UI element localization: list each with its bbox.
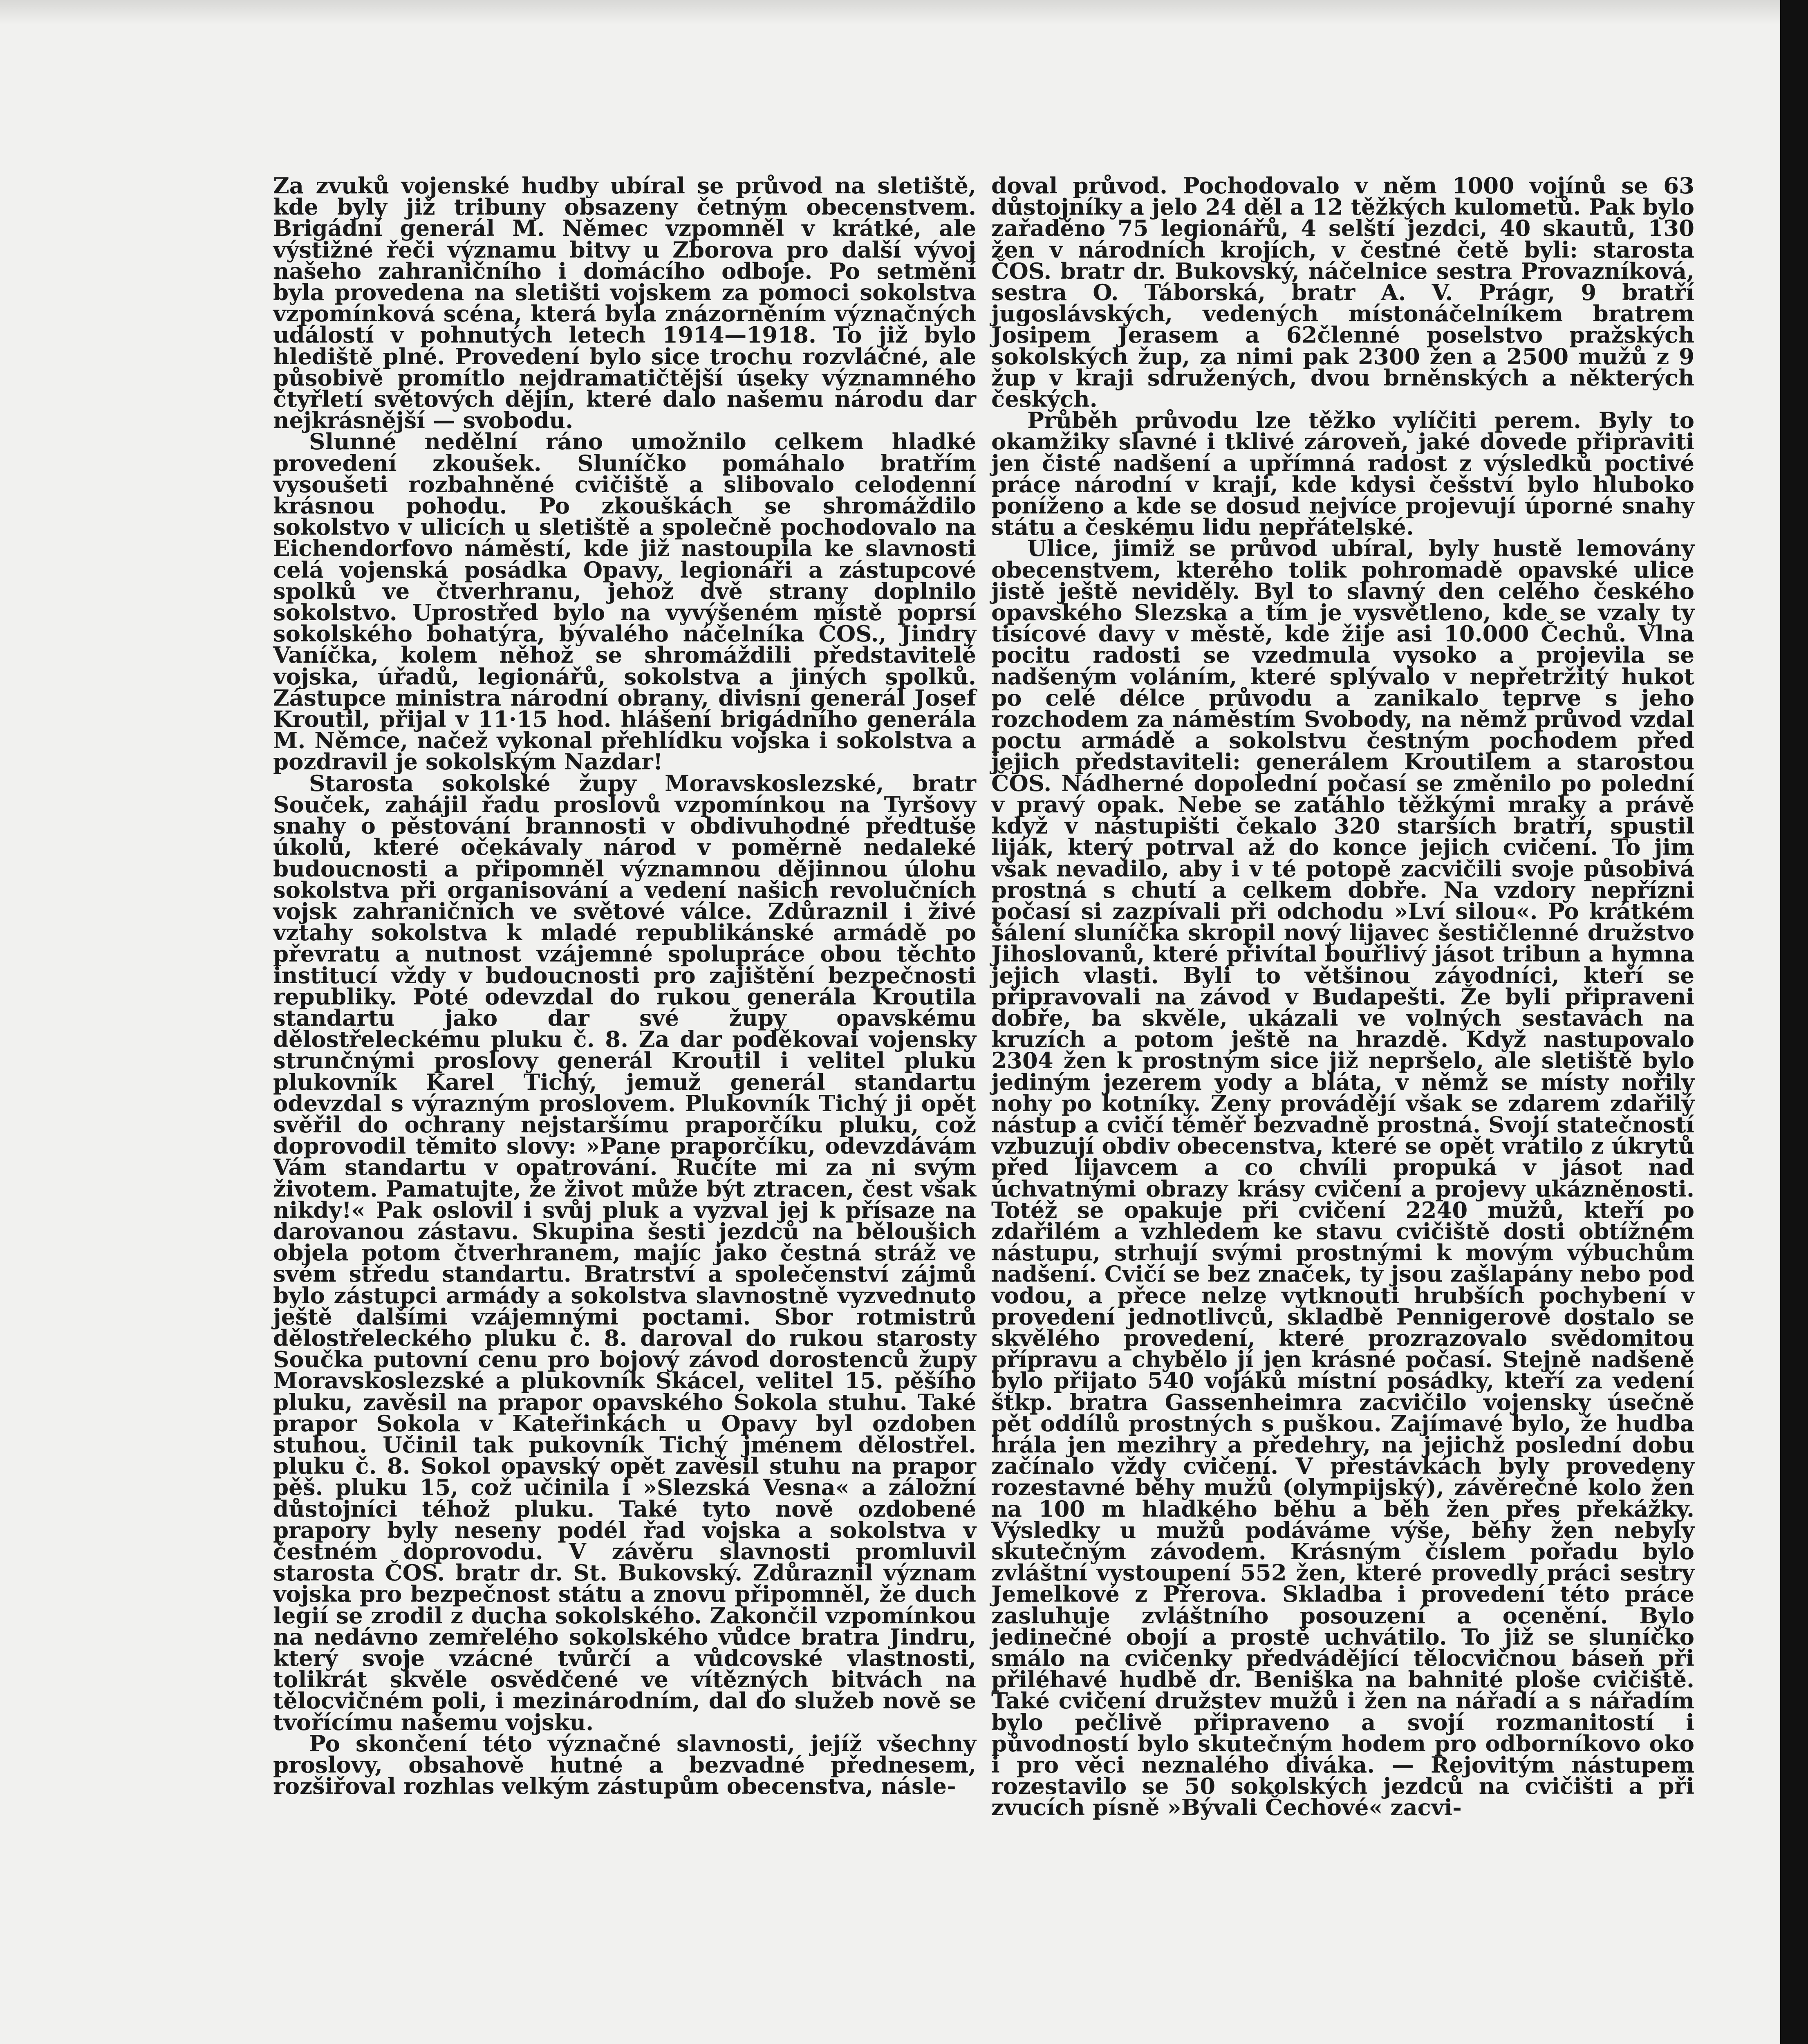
left-column [273,173,976,1800]
paragraph: Průběh průvodu lze těžko vylíčiti perem. Byly to okamžiky slavné i tklivé zároveň, jaké dovede připraviti jen čisté nadšení a upřímná radost z výsledků poctivé práce národní v kraji, kde kdysi češství bylo hluboko poníženo a kde se dosud nejvíce projevují úporné snahy státu a českému lidu nepřátelské. [991,407,1694,540]
paragraph: Starosta sokolské župy Moravskoslezské, bratr Souček, zahájil řadu proslovů vzpomínkou na Tyršovy snahy o pěstování brannosti v obdivuhodné předtuše úkolů, které očekávaly národ v poměrně nedaleké budoucnosti a připomněl významnou dějinnou úlohu sokolstva při organisování a vedení našich revolučních vojsk zahraničních ve světové válce. Zdůraznil i živé vztahy sokolstva k mladé republikánské armádě po převratu a nutnost vzájemné spolupráce obou těchto institucí vždy v budoucnosti pro zajištění bezpečnosti republiky. Poté odevzdal do rukou generála Kroutila standartu jako dar své župy opavskému dělostřeleckému pluku č. 8. Za dar poděkovai vojensky strunčnými proslovy generál Kroutil i velitel pluku plukovník Karel Tichý, jemuž generál standartu odevzdal s výrazným proslovem. Plukovník Tichý ji opět svěřil do ochrany nejstaršímu praporčíku pluku, což doprovodil těmito slovy: »Pane praporčíku, odevzdávám Vám standartu v opatrování. Ručíte mi za ni svým životem. Pamatujte, že život může být ztracen, čest však nikdy!« Pak oslovil i svůj pluk a vyzval jej k přísaze na darovanou zástavu. Skupina šesti jezdců na běloušich objela potom čtverhranem, majíc jako čestná stráž ve svém středu standartu. Bratrství a společenství zájmů bylo zástupci armády a sokolstva slavnostně vyzvednuto ještě dalšími vzájemnými poctami. Sbor rotmistrů dělostřeleckého pluku č. 8. daroval do rukou starosty Součka putovní cenu pro bojový závod dorostenců župy Moravskoslezské a plukovník Skácel, velitel 15. pěšího pluku, zavěsil na prapor opavského Sokola stuhu. Také prapor Sokola v Kateřinkách u Opavy byl ozdoben stuhou. Učinil tak pukovník Tichý jménem dělostřel. pluku č. 8. Sokol opavský opět zavěsil stuhu na prapor pěš. pluku 15, což učinila i »Slezská Vesna« a záložní důstojníci téhož pluku. Také tyto nově ozdobené prapory byly neseny podél řad vojska a sokolstva v čestném doprovodu. V závěru slavnosti promluvil starosta ČOS. bratr dr. St. Bukovský. Zdůraznil význam vojska pro bezpečnost státu a znovu připomněl, že duch legií se zrodil z ducha sokolského. Zakončil vzpomínkou na nedávno zemřelého sokolského vůdce bratra Jindru, který svoje vzácné tvůrčí a vůdcovské vlastnosti, tolikrát skvěle osvědčené ve vítězných bitvách na tělocvičném poli, i mezinárodním, dal do služeb nově se tvořícímu našemu vojsku. [273,770,976,1735]
paragraph: Za zvuků vojenské hudby ubíral se průvod na sletiště, kde byly již tribuny obsazeny četným obecenstvem. Brigádní generál M. Němec vzpomněl v krátké, ale výstižné řeči významu bitvy u Zborova pro další vývoj našeho zahraničního i domácího odboje. Po setmění byla provedena na sletišti vojskem za pomoci sokolstva vzpomínková scéna, která byla znázorněním význačných událostí v pohnutých letech 1914—1918. To již bylo hlediště plné. Provedení bylo sice trochu rozvláčné, ale působivě promítlo nejdramatičtější úseky významného čtyřletí světových dějin, které dalo našemu národu dar nejkrásnější — svobodu. [273,173,976,434]
scan-border-right [1780,0,1808,2044]
paragraph: Slunné nedělní ráno umožnilo celkem hladké provedení zkoušek. Sluníčko pomáhalo bratřím vysoušeti rozbahněné cvičiště a slibovalo celodenní krásnou pohodu. Po zkouškách se shromáždilo sokolstvo v ulicích u sletiště a společně pochodovalo na Eichendorfovo náměstí, kde již nastoupila ke slavnosti celá vojenská posádka Opavy, legionáři a zástupcové spolků ve čtverhranu, jehož dvě strany doplnilo sokolstvo. Uprostřed bylo na vyvýšeném místě poprsí sokolského bohatýra, bývalého náčelníka ČOS., Jindry Vaníčka, kolem něhož se shromáždili představitelé vojska, úřadů, legionářů, sokolstva a jiných spolků. Zástupce ministra národní obrany, divisní generál Josef Kroutil, přijal v 11·15 hod. hlášení brigádního generála M. Němce, načež vykonal přehlídku vojska i sokolstva a pozdravil je sokolským Nazdar! [273,428,976,775]
page-top-shadow [0,0,1780,25]
right-column [991,173,1694,1821]
paragraph: doval průvod. Pochodovalo v něm 1000 vojínů se 63 důstojníky a jelo 24 děl a 12 těžkých kulometů. Pak bylo zařaděno 75 legionářů, 4 selští jezdci, 40 skautů, 130 žen v národních krojích, v čestné četě byli: starosta ČOS. bratr dr. Bukovský, náčelnice sestra Provazníková, sestra O. Táborská, bratr A. V. Prágr, 9 bratří jugoslávských, vedených místonáčelníkem bratrem Josipem Jerasem a 62členné poselstvo pražských sokolských žup, za nimi pak 2300 žen a 2500 mužů z 9 žup v kraji sdružených, dvou brněnských a některých českých. [991,173,1694,412]
paragraph: Ulice, jimiž se průvod ubíral, byly hustě lemovány obecenstvem, kterého tolik pohromadě opavské ulice jistě ještě neviděly. Byl to slavný den celého českého opavského Slezska a tím je vysvětleno, kde se vzaly ty tisícové davy v městě, kde žije asi 10.000 Čechů. Vlna pocitu radosti se vzedmula vysoko a projevila se nadšeným voláním, které splývalo v nepřetržitý hukot po celé délce průvodu a zanikalo teprve s jeho rozchodem za náměstím Svobody, na němž průvod vzdal poctu armádě a sokolstvu čestným pochodem před jejich představiteli: generálem Kroutilem a starostou ČOS. Nádherné dopolední počasí se změnilo po polední v pravý opak. Nebe se zatáhlo těžkými mraky a právě když v nástupišti čekalo 320 starších bratří, spustil liják, který potrval až do konce jejich cvičení. To jim však nevadilo, aby i v té potopě zacvičili svoje působivá prostná s chutí a celkem dobře. Na vzdory nepřízni počasí si zazpívali při odchodu »Lví silou«. Po krátkém šálení sluníčka skropil nový lijavec šestičlenné družstvo Jihoslovanů, které přivítal bouřlivý jásot tribun a hymna jejich vlasti. Byli to většinou závodníci, kteří se připravovali na závod v Budapešti. Že byli připraveni dobře, ba skvěle, ukázali ve volných sestavách na kruzích a potom ještě na hrazdě. Když nastupovalo 2304 žen k prostným sice již nepršelo, ale sletiště bylo jediným jezerem vody a bláta, v němž se místy nořily nohy po kotníky. Ženy provádějí však se zdarem zdařilý nástup a cvičí téměř bezvadně prostná. Svojí statečností vzbuzují obdiv obecenstva, které se opět vrátilo z úkrytů před lijavcem a co chvíli propuká v jásot nad úchvatnými obrazy krásy cvičení a projevy ukázněnosti. Totéž se opakuje při cvičení 2240 mužů, kteří po zdařilém a vzhledem ke stavu cvičiště dosti obtížném nástupu, strhují svými prostnými k movým výbuchům nadšení. Cvičí se bez značek, ty jsou zašlapány nebo pod vodou, a přece nelze vytknouti hrubších pochybení v provedení jednotlivců, skladbě Pennigerově dostalo se skvělého provedení, které prozrazovalo svědomitou přípravu a chybělo jí jen krásné počasí. Stejně nadšeně bylo přijato 540 vojáků místní posádky, kteří za vedení štkp. bratra Gassenheimra zacvičilo vojensky úsečně pět oddílů prostných s puškou. Zajímavé bylo, že hudba hrála jen mezihry a předehry, na jejichž poslední dobu začínalo vždy cvičení. V přestávkách byly provedeny rozestavné běhy mužů (olympijský), závěrečné kolo žen na 100 m hladkého běhu a běh žen přes překážky. Výsledky u mužů podáváme výše, běhy žen nebyly skutečným závodem. Krásným číslem pořadu bylo zvláštní vystoupení 552 žen, které provedly práci sestry Jemelkové z Přerova. Skladba i provedení této práce zasluhuje zvláštního posouzení a ocenění. Bylo jedinečné obojí a prostě uchvátilo. To již se sluníčko smálo na cvičenky předvádějící tělocvičnou báseň při přiléhavé hudbě dr. Beniška na bahnité ploše cvičiště. Také cvičení družstev mužů i žen na nářadí a s nářadím bylo pečlivě připraveno a svojí rozmanitostí i původností bylo skutečným hodem pro odborníkovo oko i pro věci neznalého diváka. — Rejovitým nástupem rozestavilo se 50 sokolských jezdců na cvičišti a při zvucích písně »Bývali Čechové« zacvi- [991,535,1694,1821]
paragraph: Po skončení této význačné slavnosti, jejíž všechny proslovy, obsahově hutné a bezvadné přednesem, rozšiřoval rozhlas velkým zástupům obecenstva, násle- [273,1730,976,1800]
